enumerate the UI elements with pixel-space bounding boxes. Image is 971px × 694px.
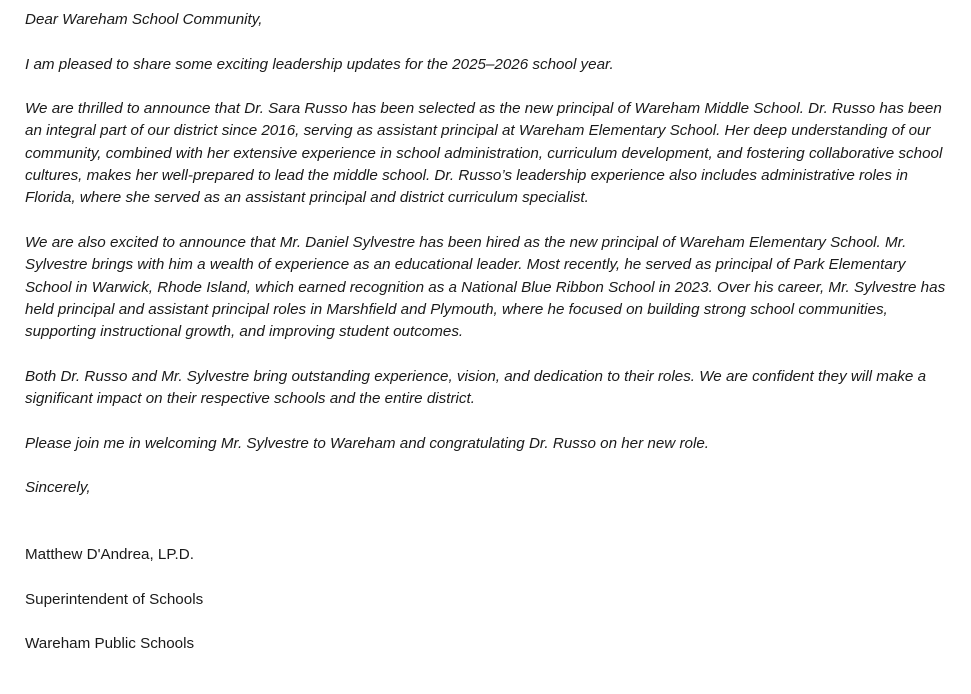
signature-title: Superintendent of Schools — [25, 590, 204, 608]
letter-paragraph-sylvestre: We are also excited to announce that Mr. Daniel Sylvestre has been hired as the new principal of Wareham Elementary School. Mr. Sylvestre brings with him a wealth of experience as an educational leader. Most recently, he served as principal of Park Elementary School in Warwick, Rhode Island, which earned recognition as a National Blue Ribbon School in 2023. Over his career, Mr. Sylvestre has held principal and assistant principal roles in Marshfield and Plymouth, where he focused on building strong school communities, supporting instructional growth, and improving student outcomes. — [25, 233, 946, 341]
letter-greeting: Dear Wareham School Community, — [25, 11, 263, 28]
letter-paragraph-russo: We are thrilled to announce that Dr. Sara Russo has been selected as the new principal of Wareham Middle School. Dr. Russo has been an integral part of our district since 2016, serving as assistant principal at Wareham Elementary School. Her deep understanding of our community, combined with her extensive experience in school administration, curriculum development, and fostering collaborative school cultures, makes her well-prepared to lead the middle school. Dr. Russo’s leadership experience also includes administrative roles in Florida, where she served as an assistant principal and district curriculum specialist. — [25, 100, 943, 207]
signature-name: Matthew D'Andrea, LP.D. — [25, 546, 194, 564]
letter — [25, 9, 950, 678]
letter-paragraph-welcome: Please join me in welcoming Mr. Sylvestre to Wareham and congratulating Dr. Russo on her new role. — [25, 434, 710, 452]
letter-paragraph-both: Both Dr. Russo and Mr. Sylvestre bring outstanding experience, vision, and dedication to their roles. We are confident they will make a significant impact on their respective schools and the entire district. — [25, 367, 927, 408]
signature-block — [25, 544, 950, 655]
letter-closing: Sincerely, — [25, 479, 91, 497]
signature-organization: Wareham Public Schools — [25, 635, 195, 653]
letter-paragraph-intro: I am pleased to share some exciting leadership updates for the 2025–2026 school year. — [25, 55, 614, 73]
